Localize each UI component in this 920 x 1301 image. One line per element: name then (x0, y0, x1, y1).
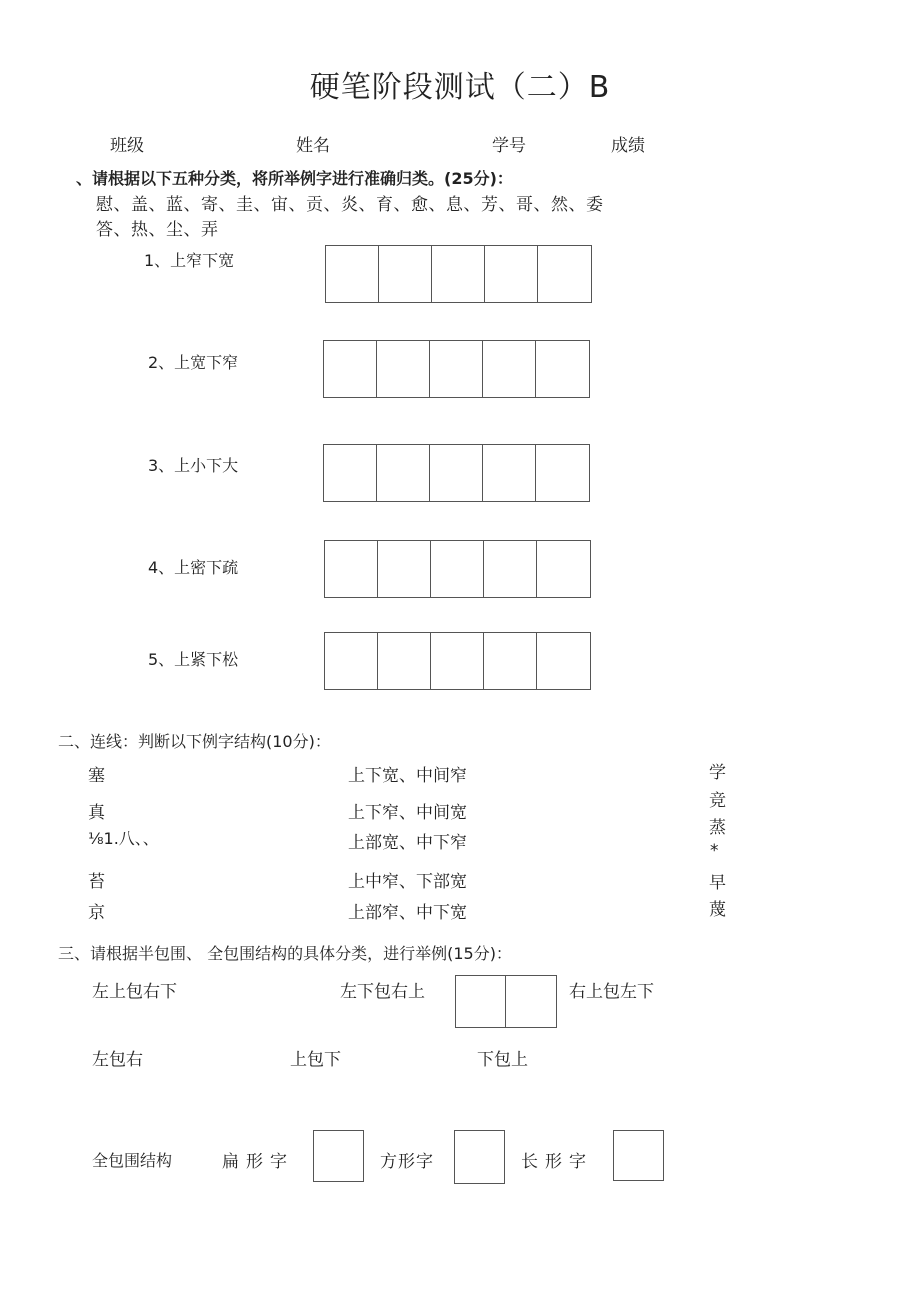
match-left-item[interactable]: ⅛1.八、、 (88, 829, 159, 848)
answer-grid-4[interactable] (324, 540, 591, 598)
name-label: 姓名 (296, 136, 330, 156)
answer-cell[interactable] (506, 976, 556, 1027)
answer-cell[interactable] (483, 341, 536, 397)
semi-enclosure-label: 上包下 (290, 1050, 341, 1070)
answer-box-square[interactable] (454, 1130, 505, 1184)
semi-enclosure-label: 右上包左下 (569, 982, 654, 1002)
full-enclosure-label: 全包围结构 (92, 1151, 173, 1170)
answer-cell[interactable] (431, 541, 484, 597)
semi-enclosure-label: 左上包右下 (92, 982, 177, 1002)
match-right-item[interactable]: 学 (709, 763, 726, 783)
answer-cell[interactable] (484, 633, 537, 689)
category-label-4: 4、上密下疏 (148, 558, 239, 577)
score-label: 成绩 (611, 136, 645, 156)
page-title: 硬笔阶段测试（二）B (309, 70, 611, 105)
answer-cell[interactable] (325, 633, 378, 689)
answer-grid-5[interactable] (324, 632, 591, 690)
match-left-item[interactable]: 苔 (88, 872, 105, 892)
category-label-2: 2、上宽下窄 (148, 353, 239, 372)
answer-cell[interactable] (484, 541, 537, 597)
answer-cell[interactable] (485, 246, 538, 302)
answer-box-long[interactable] (613, 1130, 664, 1181)
answer-cell[interactable] (536, 445, 589, 501)
answer-cell[interactable] (377, 445, 430, 501)
match-structure-item[interactable]: 上中窄、下部宽 (348, 872, 467, 892)
match-right-item[interactable]: * (710, 841, 719, 861)
answer-cell[interactable] (324, 445, 377, 501)
shape-label-flat: 扁形字 (222, 1152, 294, 1172)
answer-cell[interactable] (324, 341, 377, 397)
match-structure-item[interactable]: 上下宽、中间窄 (348, 766, 467, 786)
match-left-item[interactable]: 京 (88, 903, 105, 923)
class-label: 班级 (110, 136, 144, 156)
answer-cell[interactable] (378, 541, 431, 597)
semi-enclosure-label: 左下包右上 (340, 982, 425, 1002)
match-right-item[interactable]: 蒸 (709, 818, 726, 838)
answer-cell[interactable] (432, 246, 485, 302)
answer-cell[interactable] (537, 541, 590, 597)
answer-cell[interactable] (538, 246, 591, 302)
answer-cell[interactable] (325, 541, 378, 597)
match-structure-item[interactable]: 上下窄、中间宽 (348, 803, 467, 823)
answer-cell[interactable] (456, 976, 506, 1027)
section1-chars-line1: 慰、盖、蓝、寄、圭、宙、贡、炎、育、愈、息、芳、哥、然、委 (96, 195, 604, 215)
answer-box-flat[interactable] (313, 1130, 364, 1182)
answer-cell[interactable] (377, 341, 430, 397)
match-structure-item[interactable]: 上部宽、中下窄 (348, 833, 467, 853)
semi-enclosure-label: 下包上 (477, 1050, 528, 1070)
answer-grid-semi[interactable] (455, 975, 557, 1028)
section1-heading: 、请根据以下五种分类，将所举例字进行准确归类。(25分)： (76, 169, 513, 188)
student-id-label: 学号 (492, 136, 526, 156)
answer-cell[interactable] (537, 633, 590, 689)
answer-grid-1[interactable] (325, 245, 592, 303)
answer-grid-2[interactable] (323, 340, 590, 398)
match-right-item[interactable]: 竞 (709, 791, 726, 811)
answer-cell[interactable] (378, 633, 431, 689)
semi-enclosure-label: 左包右 (92, 1050, 143, 1070)
match-structure-item[interactable]: 上部窄、中下宽 (348, 903, 467, 923)
section3-heading: 三、请根据半包围、 全包围结构的具体分类，进行举例(15分)： (58, 944, 512, 963)
match-right-item[interactable]: 早 (709, 873, 726, 893)
shape-label-square: 方形字 (380, 1152, 434, 1172)
category-label-3: 3、上小下大 (148, 456, 239, 475)
answer-cell[interactable] (430, 445, 483, 501)
match-right-item[interactable]: 蔑 (709, 900, 726, 920)
match-left-item[interactable]: 塞 (88, 766, 105, 786)
section1-chars-line2: 答、热、尘、弄 (96, 220, 219, 240)
section2-heading: 二、连线：判断以下例字结构(10分)： (58, 732, 331, 751)
shape-label-long: 长形字 (521, 1152, 593, 1172)
answer-cell[interactable] (379, 246, 432, 302)
answer-cell[interactable] (536, 341, 589, 397)
answer-grid-3[interactable] (323, 444, 590, 502)
answer-cell[interactable] (483, 445, 536, 501)
category-label-1: 1、上窄下宽 (144, 251, 235, 270)
answer-cell[interactable] (431, 633, 484, 689)
category-label-5: 5、上紧下松 (148, 650, 239, 669)
answer-cell[interactable] (430, 341, 483, 397)
match-left-item[interactable]: 真 (88, 803, 105, 823)
answer-cell[interactable] (326, 246, 379, 302)
